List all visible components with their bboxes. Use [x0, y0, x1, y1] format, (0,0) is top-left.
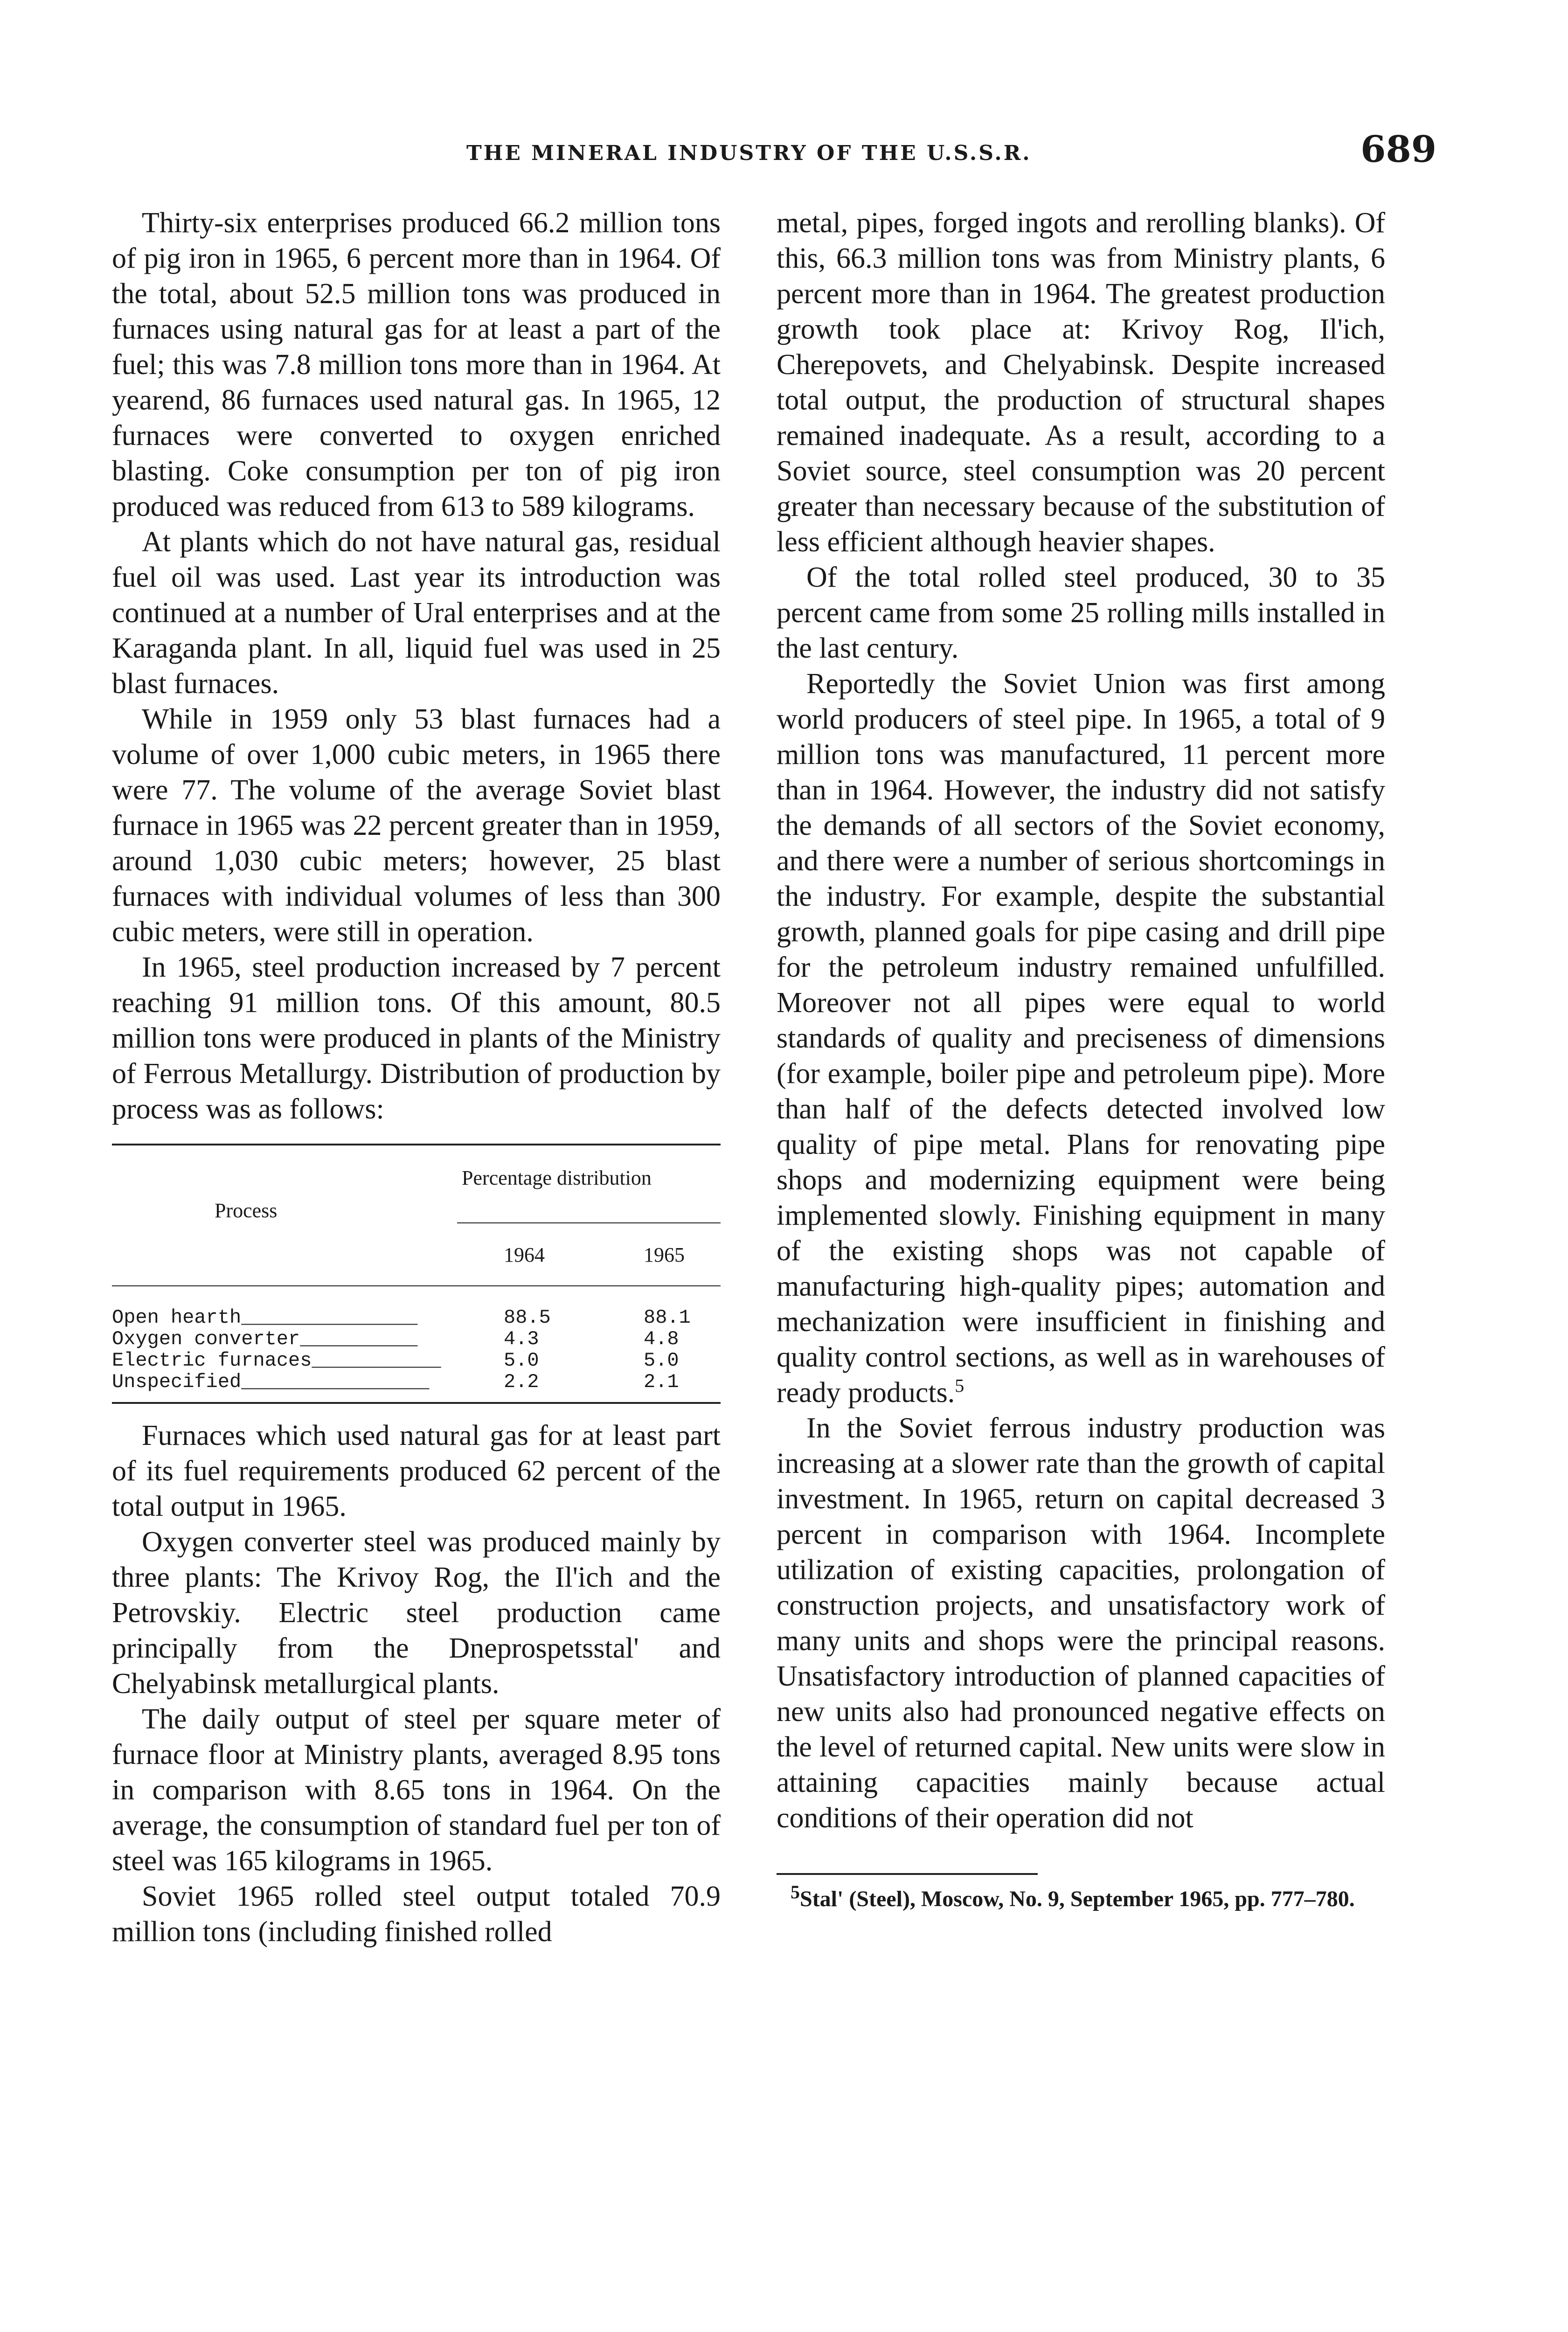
footnote-reference[interactable]: 5 — [955, 1375, 964, 1396]
row-label: Unspecified________________ — [112, 1371, 430, 1393]
value-1964: 88.5 — [504, 1306, 551, 1329]
table-row — [112, 1307, 721, 1328]
value-1965: 88.1 — [644, 1306, 691, 1329]
paragraph: In the Soviet ferrous industry production was increasing at a slower rate than the growth of capital investment. In 1965, return on capital decreased 3 percent in comparison with 1964. Incomplete utilization of existing capacities, prolongation of construction projects, and unsatisfactory work of many units and shops were the principal reasons. Unsatisfactory introduction of planned capacities of new units also had pronounced negative effects on the level of returned capital. New units were slow in attaining capacities mainly because actual conditions of their operation did not — [777, 1412, 1385, 1834]
footnote — [777, 1881, 1385, 1911]
table-row — [112, 1328, 721, 1350]
running-title: THE MINERAL INDUSTRY OF THE U.S.S.R. — [466, 141, 1032, 165]
value-1964: 4.3 — [504, 1328, 539, 1350]
column-header-1965: 1965 — [644, 1243, 685, 1266]
paragraph: Oxygen converter steel was produced mainly by three plants: The Krivoy Rog, the Il'ich and the Petrovskiy. Electric steel production came principally from the Dneprospetsstal' and Chelyabinsk metallurgical plants. — [112, 1526, 721, 1700]
column-header-1964: 1964 — [504, 1243, 545, 1266]
table-row — [112, 1350, 721, 1371]
header-divider — [457, 1222, 721, 1223]
row-label: Oxygen converter__________ — [112, 1328, 418, 1350]
footnote-divider — [777, 1873, 1038, 1875]
value-1965: 2.1 — [644, 1371, 679, 1393]
row-label: Electric furnaces___________ — [112, 1349, 441, 1372]
paragraph: Furnaces which used natural gas for at least part of its fuel requirements produced 62 percent of the total output in 1965. — [112, 1420, 721, 1522]
paragraph: Thirty-six enterprises produced 66.2 million tons of pig iron in 1965, 6 percent more than in 1964. Of the total, about 52.5 million tons was produced in furnaces using natural gas for at least a part of the fuel; this was 7.8 million tons more than in 1964. At yearend, 86 furnaces used natural gas. In 1965, 12 furnaces were converted to oxygen enriched blasting. Coke consumption per ton of pig iron produced was reduced from 613 to 589 kilograms. — [112, 207, 721, 522]
paragraph — [777, 666, 1385, 1410]
column-header-process: Process — [215, 1199, 278, 1222]
value-1965: 4.8 — [644, 1328, 679, 1350]
paragraph-text: Reportedly the Soviet Union was first among world producers of steel pipe. In 1965, a total of 9 million tons was manufactured, 11 percent more than in 1964. However, the industry did not satisfy the demands of all sectors of the Soviet economy, and there were a number of serious shortcomings in the industry. For example, despite the substantial growth, planned goals for pipe casing and drill pipe for the petroleum industry remained unfulfilled. Moreover not all pipes were equal to world standards of quality and preciseness of dimensions (for example, boiler pipe and petroleum pipe). More than half of the defects detected involved low quality of pipe metal. Plans for renovating pipe shops and modernizing equipment were being implemented slowly. Finishing equipment in many of the existing shops was not capable of manufacturing high-quality pipes; automation and mechanization were insufficient in finishing and quality control sections, as well as in warehouses of ready products. — [777, 668, 1385, 1409]
table-row — [112, 1371, 721, 1393]
table-body — [112, 1286, 721, 1402]
value-1964: 2.2 — [504, 1371, 539, 1393]
paragraph: Soviet 1965 rolled steel output totaled 70.9 million tons (including finished rolled — [112, 1881, 721, 1948]
paragraph: In 1965, steel production increased by 7 percent reaching 91 million tons. Of this amount, 80.5 million tons were produced in plants of the Ministry of Ferrous Metallurgy. Distribution of production by process was as follows: — [112, 951, 721, 1125]
paragraph-continued: metal, pipes, forged ingots and rerolling blanks). Of this, 66.3 million tons was from Ministry plants, 6 percent more than in 1964. The greatest production growth took place at: Krivoy Rog, Il'ich, Cherepovets, and Chelyabinsk. Despite increased total output, the production of structural shapes remained inadequate. As a result, according to a Soviet source, steel consumption was 20 percent greater than necessary because of the substitution of less efficient although heavier shapes. — [777, 207, 1385, 558]
row-label: Open hearth_______________ — [112, 1306, 418, 1329]
paragraph: The daily output of steel per square meter of furnace floor at Ministry plants, averaged 8.95 tons in comparison with 8.65 tons in 1964. On the average, the consumption of standard fuel per ton of steel was 165 kilograms in 1965. — [112, 1703, 721, 1877]
process-distribution-table — [112, 1144, 721, 1404]
right-column — [777, 205, 1385, 1911]
value-1964: 5.0 — [504, 1349, 539, 1372]
paragraph: While in 1959 only 53 blast furnaces had a volume of over 1,000 cubic meters, in 1965 there were 77. The volume of the average Soviet blast furnace in 1965 was 22 percent greater than in 1959, around 1,030 cubic meters; however, 25 blast furnaces with individual volumes of less than 300 cubic meters, were still in operation. — [112, 703, 721, 948]
footnote-text: Stal' (Steel), Moscow, No. 9, September 1965, pp. 777–780. — [800, 1887, 1355, 1911]
page-header — [140, 128, 1436, 175]
paragraph: Of the total rolled steel produced, 30 to 35 percent came from some 25 rolling mills installed in the last century. — [777, 562, 1385, 664]
page-number: 689 — [1360, 128, 1436, 171]
footnote-marker: 5 — [791, 1881, 800, 1902]
table-header — [112, 1145, 721, 1286]
left-column — [112, 205, 721, 1950]
column-header-percentage: Percentage distribution — [462, 1166, 652, 1189]
paragraph: At plants which do not have natural gas, residual fuel oil was used. Last year its introduction was continued at a number of Ural enterprises and at the Karaganda plant. In all, liquid fuel was used in 25 blast furnaces. — [112, 526, 721, 700]
value-1965: 5.0 — [644, 1349, 679, 1372]
